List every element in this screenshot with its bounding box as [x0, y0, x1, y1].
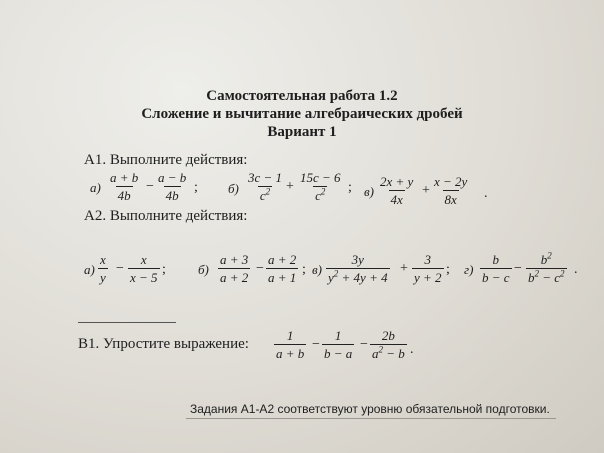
numerator: a + 2	[268, 252, 297, 267]
denominator: 4b	[165, 188, 179, 203]
semicolon: ;	[348, 180, 352, 195]
numerator: 3y	[351, 252, 364, 267]
a2-label-b: б)	[198, 262, 209, 277]
numerator: 3	[424, 252, 432, 267]
exponent: 2	[320, 186, 326, 197]
exponent: 2	[534, 268, 539, 279]
denominator: y	[100, 270, 106, 285]
task-a2-title: А2. Выполните действия:	[84, 208, 248, 224]
a1-b-fraction-1	[246, 170, 284, 203]
exponent: 2	[378, 344, 383, 355]
a2-label-v: в)	[312, 262, 322, 277]
base: b	[540, 252, 548, 267]
base: a	[372, 346, 379, 361]
b1-fraction-2	[322, 328, 354, 361]
denominator	[258, 186, 272, 203]
denominator: b − c	[482, 270, 510, 285]
denominator: y + 2	[414, 270, 442, 285]
plus-sign: +	[400, 261, 408, 276]
period: .	[574, 262, 578, 277]
numerator: 1	[334, 328, 342, 343]
a1-label-b: б)	[228, 181, 239, 196]
numerator: 3c − 1	[248, 170, 283, 185]
minus-sign: −	[146, 179, 154, 194]
rest: + 4y + 4	[338, 270, 388, 285]
a2-a-fraction-2	[128, 252, 160, 285]
base: c	[259, 188, 266, 203]
minus-sign: −	[514, 261, 522, 276]
b1-fraction-3	[370, 328, 407, 361]
a2-a-fraction-1	[98, 252, 108, 285]
a1-a-fraction-2	[156, 170, 188, 203]
semicolon: ;	[302, 262, 306, 277]
semicolon: ;	[162, 262, 166, 277]
minus-sign: −	[116, 261, 124, 276]
exponent: 2	[333, 268, 339, 279]
denominator	[370, 344, 407, 361]
minus-sign: −	[312, 337, 320, 352]
period: .	[484, 186, 488, 201]
numerator: a + 3	[220, 252, 249, 267]
numerator: 2x + y	[380, 174, 414, 189]
numerator: a + b	[110, 170, 139, 185]
denominator: 4x	[390, 192, 403, 207]
a2-b-fraction-2	[266, 252, 298, 285]
numerator: 1	[286, 328, 294, 343]
denominator: x − 5	[130, 270, 158, 285]
denominator: b − a	[324, 346, 353, 361]
numerator	[539, 252, 554, 268]
denominator: a + 1	[268, 270, 297, 285]
period: .	[410, 342, 414, 357]
plus-sign: +	[422, 183, 430, 198]
base: y	[328, 270, 334, 285]
denominator: a + 2	[220, 270, 249, 285]
base: b	[528, 270, 535, 285]
a2-g-fraction-1	[480, 252, 512, 285]
b1-fraction-1	[274, 328, 306, 361]
numerator: 15c − 6	[300, 170, 341, 185]
numerator: x − 2y	[434, 174, 468, 189]
denominator: a + b	[276, 346, 305, 361]
a1-a-fraction-1	[108, 170, 140, 203]
numerator: b	[492, 252, 500, 267]
task-a1-title: А1. Выполните действия:	[84, 152, 248, 168]
worksheet-subtitle: Сложение и вычитание алгебраических дробей	[141, 106, 463, 122]
denominator: 8x	[444, 192, 457, 207]
a1-v-fraction-2	[432, 174, 469, 207]
a1-label-a: а)	[90, 180, 101, 195]
numerator: x	[140, 252, 147, 267]
numerator: 2b	[381, 328, 395, 343]
minus-sign: −	[360, 337, 368, 352]
rest: − c	[539, 270, 561, 285]
minus-sign: −	[256, 261, 264, 276]
numerator: x	[100, 252, 106, 267]
footer-note: Задания А1-А2 соответствуют уровню обязательной подготовки.	[190, 402, 550, 416]
exponent: 2	[265, 186, 271, 197]
task-b1-title: В1. Упростите выражение:	[78, 336, 249, 352]
a2-b-fraction-1	[218, 252, 250, 285]
a1-b-fraction-2	[298, 170, 343, 203]
numerator: a − b	[158, 170, 187, 185]
base: c	[315, 188, 321, 203]
footer-line	[186, 418, 556, 419]
denominator	[526, 268, 567, 285]
a1-label-v: в)	[364, 184, 374, 199]
a2-v-fraction-2	[412, 252, 444, 285]
rest: − b	[383, 346, 405, 361]
plus-sign: +	[286, 179, 294, 194]
denominator: 4b	[117, 188, 131, 203]
variant-label: Вариант 1	[267, 124, 337, 140]
worksheet-title: Самостоятельная работа 1.2	[206, 88, 398, 104]
exponent: 2	[560, 268, 565, 279]
semicolon: ;	[446, 262, 450, 277]
a2-label-a: а)	[84, 262, 95, 277]
denominator	[326, 268, 390, 285]
a2-label-g: г)	[464, 262, 474, 277]
a2-g-fraction-2	[526, 252, 567, 285]
exponent: 2	[547, 250, 552, 261]
a2-v-fraction-1	[326, 252, 390, 285]
a1-v-fraction-1	[378, 174, 415, 207]
denominator	[313, 186, 327, 203]
separator-line	[78, 322, 176, 323]
semicolon: ;	[194, 180, 198, 195]
